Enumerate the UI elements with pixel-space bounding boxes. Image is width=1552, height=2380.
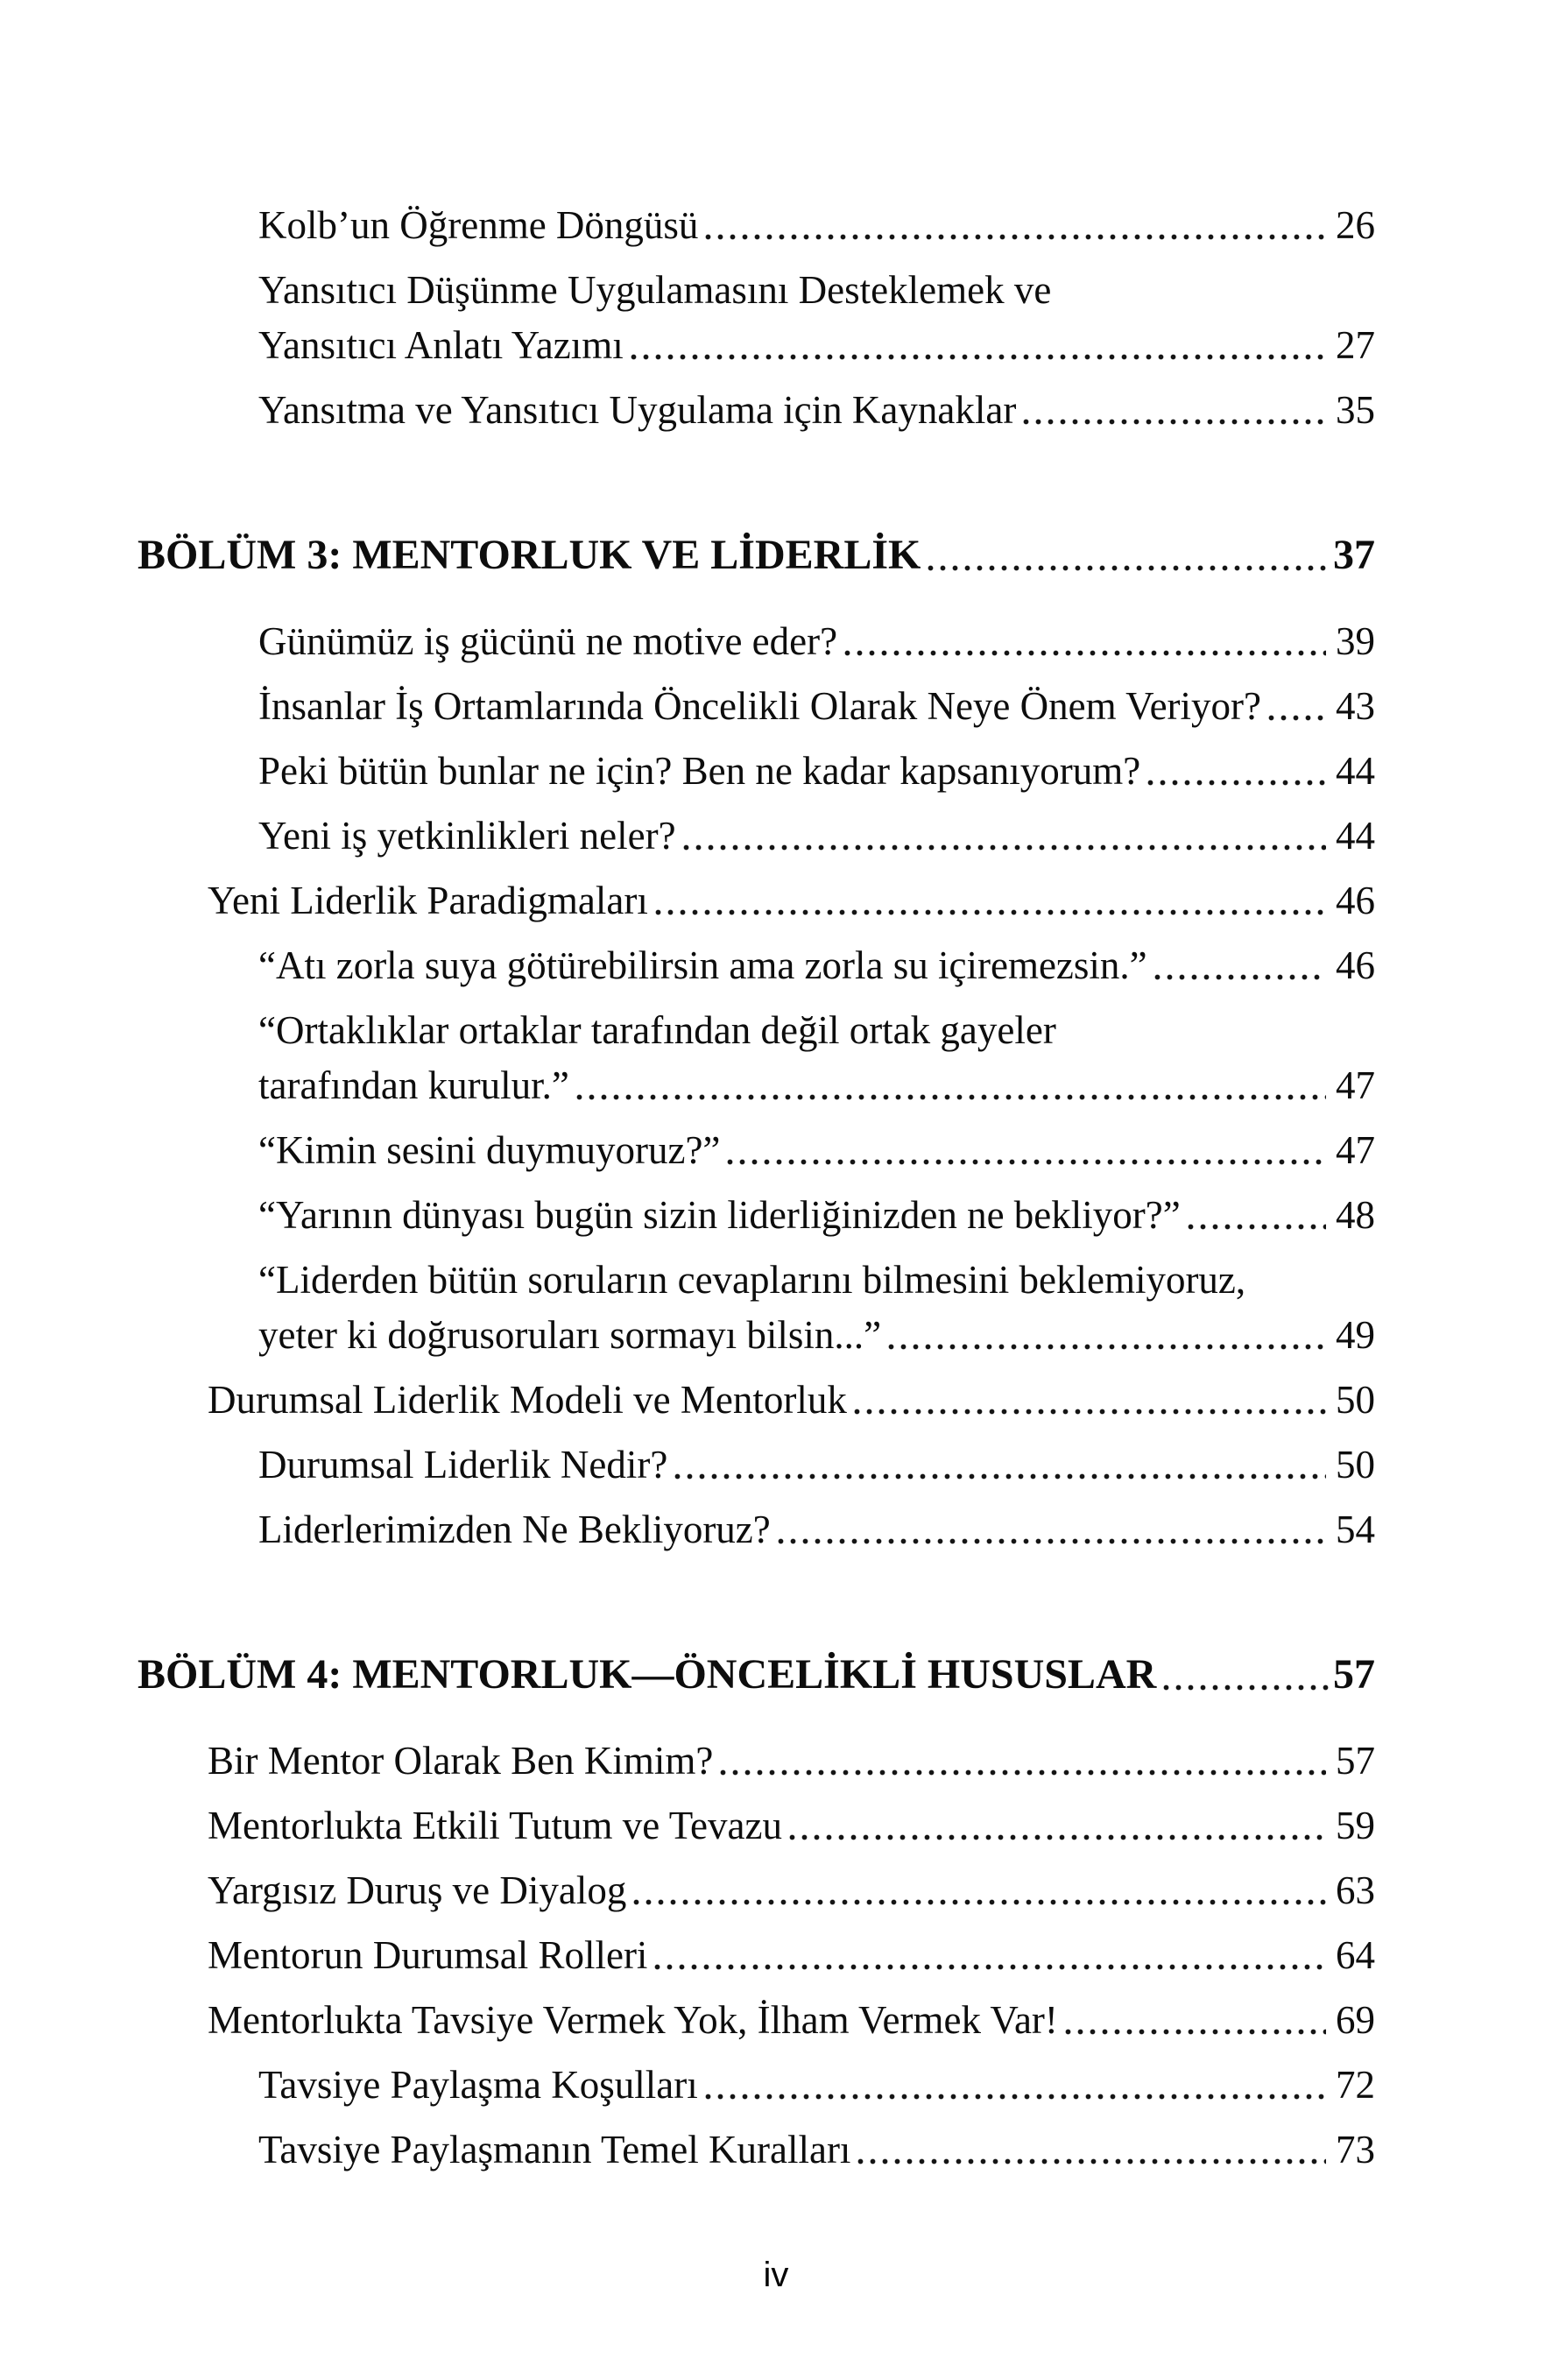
entry-page-number: 54 bbox=[1336, 1508, 1375, 1551]
entry-title: Günümüz iş gücünü ne motive eder? bbox=[258, 619, 838, 663]
toc-entry-line bbox=[258, 1058, 1375, 1113]
toc-section bbox=[138, 1647, 1375, 2178]
chapter-title: BÖLÜM 4: MENTORLUK—ÖNCELİKLİ HUSUSLAR bbox=[138, 1651, 1157, 1698]
toc-entry-line bbox=[258, 263, 1375, 318]
entry-title: İnsanlar İş Ortamlarında Öncelikli Olarak Neye Önem Veriyor? bbox=[258, 684, 1261, 728]
toc-entry-line bbox=[208, 873, 1375, 929]
toc-entry-line bbox=[258, 744, 1375, 799]
dot-leader bbox=[1021, 383, 1326, 438]
dot-leader bbox=[1266, 679, 1326, 734]
toc-entry bbox=[138, 1003, 1375, 1113]
entry-title: Peki bütün bunlar ne için? Ben ne kadar kapsanıyorum? bbox=[258, 749, 1141, 793]
entry-title: Tavsiye Paylaşma Koşulları bbox=[258, 2063, 698, 2107]
entry-page-number: 50 bbox=[1336, 1378, 1375, 1422]
toc-entry bbox=[138, 1502, 1375, 1557]
entry-title: yeter ki doğrusoruları sormayı bilsin...” bbox=[258, 1313, 882, 1357]
chapter-page-number: 37 bbox=[1333, 532, 1375, 578]
toc-entry-line bbox=[208, 1928, 1375, 1983]
toc-entry bbox=[138, 744, 1375, 799]
dot-leader bbox=[1063, 1993, 1326, 2048]
toc-entry-line bbox=[258, 679, 1375, 734]
entry-title: Mentorun Durumsal Rolleri bbox=[208, 1933, 648, 1977]
entry-title: Tavsiye Paylaşmanın Temel Kuralları bbox=[258, 2128, 851, 2172]
dot-leader bbox=[673, 1437, 1326, 1493]
toc-entry-line bbox=[208, 1373, 1375, 1428]
dot-leader bbox=[926, 527, 1332, 583]
entry-page-number: 48 bbox=[1336, 1193, 1375, 1237]
dot-leader bbox=[725, 1123, 1326, 1178]
entry-page-number: 57 bbox=[1336, 1739, 1375, 1783]
entry-page-number: 35 bbox=[1336, 388, 1375, 432]
toc-entry-line bbox=[258, 198, 1375, 253]
toc-entry-line bbox=[258, 1308, 1375, 1363]
entry-title: “Kimin sesini duymuyoruz?” bbox=[258, 1128, 721, 1172]
toc-entry-line bbox=[258, 1502, 1375, 1557]
entry-title: Mentorlukta Etkili Tutum ve Tevazu bbox=[208, 1804, 782, 1847]
dot-leader bbox=[718, 1734, 1326, 1789]
entry-page-number: 59 bbox=[1336, 1804, 1375, 1847]
dot-leader bbox=[852, 1373, 1326, 1428]
entry-page-number: 69 bbox=[1336, 1998, 1375, 2042]
toc-entry-line bbox=[258, 318, 1375, 373]
dot-leader bbox=[1153, 938, 1326, 993]
entry-page-number: 49 bbox=[1336, 1313, 1375, 1357]
toc-entry bbox=[138, 1373, 1375, 1428]
toc-entry-line bbox=[258, 2122, 1375, 2178]
entry-title: Bir Mentor Olarak Ben Kimim? bbox=[208, 1739, 714, 1783]
entry-page-number: 50 bbox=[1336, 1443, 1375, 1487]
entry-title: “Liderden bütün soruların cevaplarını bilmesini beklemiyoruz, bbox=[258, 1258, 1246, 1302]
dot-leader bbox=[653, 1928, 1326, 1983]
toc-entry-line bbox=[208, 1993, 1375, 2048]
dot-leader bbox=[703, 198, 1326, 253]
entry-page-number: 47 bbox=[1336, 1063, 1375, 1107]
dot-leader bbox=[1146, 744, 1326, 799]
entry-page-number: 63 bbox=[1336, 1868, 1375, 1912]
dot-leader bbox=[843, 614, 1326, 669]
dot-leader bbox=[629, 318, 1326, 373]
toc-entry-line bbox=[208, 1798, 1375, 1854]
entry-title: Yeni iş yetkinlikleri neler? bbox=[258, 814, 676, 858]
entry-page-number: 39 bbox=[1336, 619, 1375, 663]
toc-entry bbox=[138, 809, 1375, 864]
entry-page-number: 43 bbox=[1336, 684, 1375, 728]
toc-entry bbox=[138, 1188, 1375, 1243]
entry-page-number: 44 bbox=[1336, 814, 1375, 858]
entry-title: tarafından kurulur.” bbox=[258, 1063, 569, 1107]
dot-leader bbox=[703, 2058, 1326, 2113]
toc-entry bbox=[138, 1993, 1375, 2048]
toc-entry bbox=[138, 1734, 1375, 1789]
entry-page-number: 46 bbox=[1336, 943, 1375, 987]
dot-leader bbox=[681, 809, 1326, 864]
toc-entry-line bbox=[258, 1253, 1375, 1308]
toc-entry bbox=[138, 679, 1375, 734]
entry-title: Yansıtıcı Düşünme Uygulamasını Desteklemek ve bbox=[258, 268, 1052, 312]
toc-entry-line bbox=[258, 1188, 1375, 1243]
chapter-heading bbox=[138, 527, 1375, 583]
toc-entry bbox=[138, 2122, 1375, 2178]
toc-entry-line bbox=[208, 1734, 1375, 1789]
toc-entry bbox=[138, 198, 1375, 253]
toc-entry bbox=[138, 263, 1375, 373]
dot-leader bbox=[1161, 1647, 1332, 1702]
entry-title: Liderlerimizden Ne Bekliyoruz? bbox=[258, 1508, 771, 1551]
entry-title: Yansıtma ve Yansıtıcı Uygulama için Kaynaklar bbox=[258, 388, 1017, 432]
entry-title: Durumsal Liderlik Nedir? bbox=[258, 1443, 668, 1487]
toc-entry-line bbox=[258, 2058, 1375, 2113]
toc-entry-line bbox=[258, 1123, 1375, 1178]
toc-entry bbox=[138, 1798, 1375, 1854]
entry-title: Yansıtıcı Anlatı Yazımı bbox=[258, 323, 624, 367]
entry-title: Yeni Liderlik Paradigmaları bbox=[208, 879, 648, 922]
chapter-heading bbox=[138, 1647, 1375, 1702]
toc-section bbox=[138, 198, 1375, 438]
dot-leader bbox=[886, 1308, 1326, 1363]
entry-title: Mentorlukta Tavsiye Vermek Yok, İlham Vermek Var! bbox=[208, 1998, 1058, 2042]
toc-entry bbox=[138, 1253, 1375, 1363]
toc-entry bbox=[138, 1863, 1375, 1918]
entry-title: “Ortaklıklar ortaklar tarafından değil ortak gayeler bbox=[258, 1008, 1056, 1052]
toc-entry-line bbox=[258, 1003, 1375, 1058]
dot-leader bbox=[631, 1863, 1326, 1918]
chapter-title: BÖLÜM 3: MENTORLUK VE LİDERLİK bbox=[138, 532, 921, 578]
toc-entry-line bbox=[258, 809, 1375, 864]
toc-entry bbox=[138, 2058, 1375, 2113]
toc-entry-line bbox=[258, 1437, 1375, 1493]
entry-page-number: 47 bbox=[1336, 1128, 1375, 1172]
entry-title: “Atı zorla suya götürebilirsin ama zorla su içiremezsin.” bbox=[258, 943, 1147, 987]
entry-page-number: 44 bbox=[1336, 749, 1375, 793]
toc-entry bbox=[138, 873, 1375, 929]
entry-page-number: 26 bbox=[1336, 203, 1375, 247]
entry-page-number: 27 bbox=[1336, 323, 1375, 367]
toc-entry-line bbox=[258, 383, 1375, 438]
entry-page-number: 64 bbox=[1336, 1933, 1375, 1977]
toc-entry-line bbox=[258, 614, 1375, 669]
toc-entry-line bbox=[258, 938, 1375, 993]
entry-title: Kolb’un Öğrenme Döngüsü bbox=[258, 203, 699, 247]
toc-entry bbox=[138, 938, 1375, 993]
toc-section bbox=[138, 527, 1375, 1557]
toc-entry bbox=[138, 614, 1375, 669]
entry-title: Durumsal Liderlik Modeli ve Mentorluk bbox=[208, 1378, 847, 1422]
entry-title: “Yarının dünyası bugün sizin liderliğinizden ne bekliyor?” bbox=[258, 1193, 1181, 1237]
dot-leader bbox=[575, 1058, 1326, 1113]
toc-entry bbox=[138, 1928, 1375, 1983]
dot-leader bbox=[1186, 1188, 1326, 1243]
entry-page-number: 46 bbox=[1336, 879, 1375, 922]
entry-page-number: 73 bbox=[1336, 2128, 1375, 2172]
toc-entry bbox=[138, 1123, 1375, 1178]
chapter-page-number: 57 bbox=[1333, 1651, 1375, 1698]
dot-leader bbox=[653, 873, 1326, 929]
toc-entry bbox=[138, 383, 1375, 438]
table-of-contents bbox=[138, 0, 1375, 2187]
entry-page-number: 72 bbox=[1336, 2063, 1375, 2107]
toc-entry bbox=[138, 1437, 1375, 1493]
entry-title: Yargısız Duruş ve Diyalog bbox=[208, 1868, 627, 1912]
dot-leader bbox=[776, 1502, 1326, 1557]
dot-leader bbox=[856, 2122, 1326, 2178]
page-folio: iv bbox=[763, 2256, 789, 2294]
dot-leader bbox=[787, 1798, 1326, 1854]
toc-entry-line bbox=[208, 1863, 1375, 1918]
